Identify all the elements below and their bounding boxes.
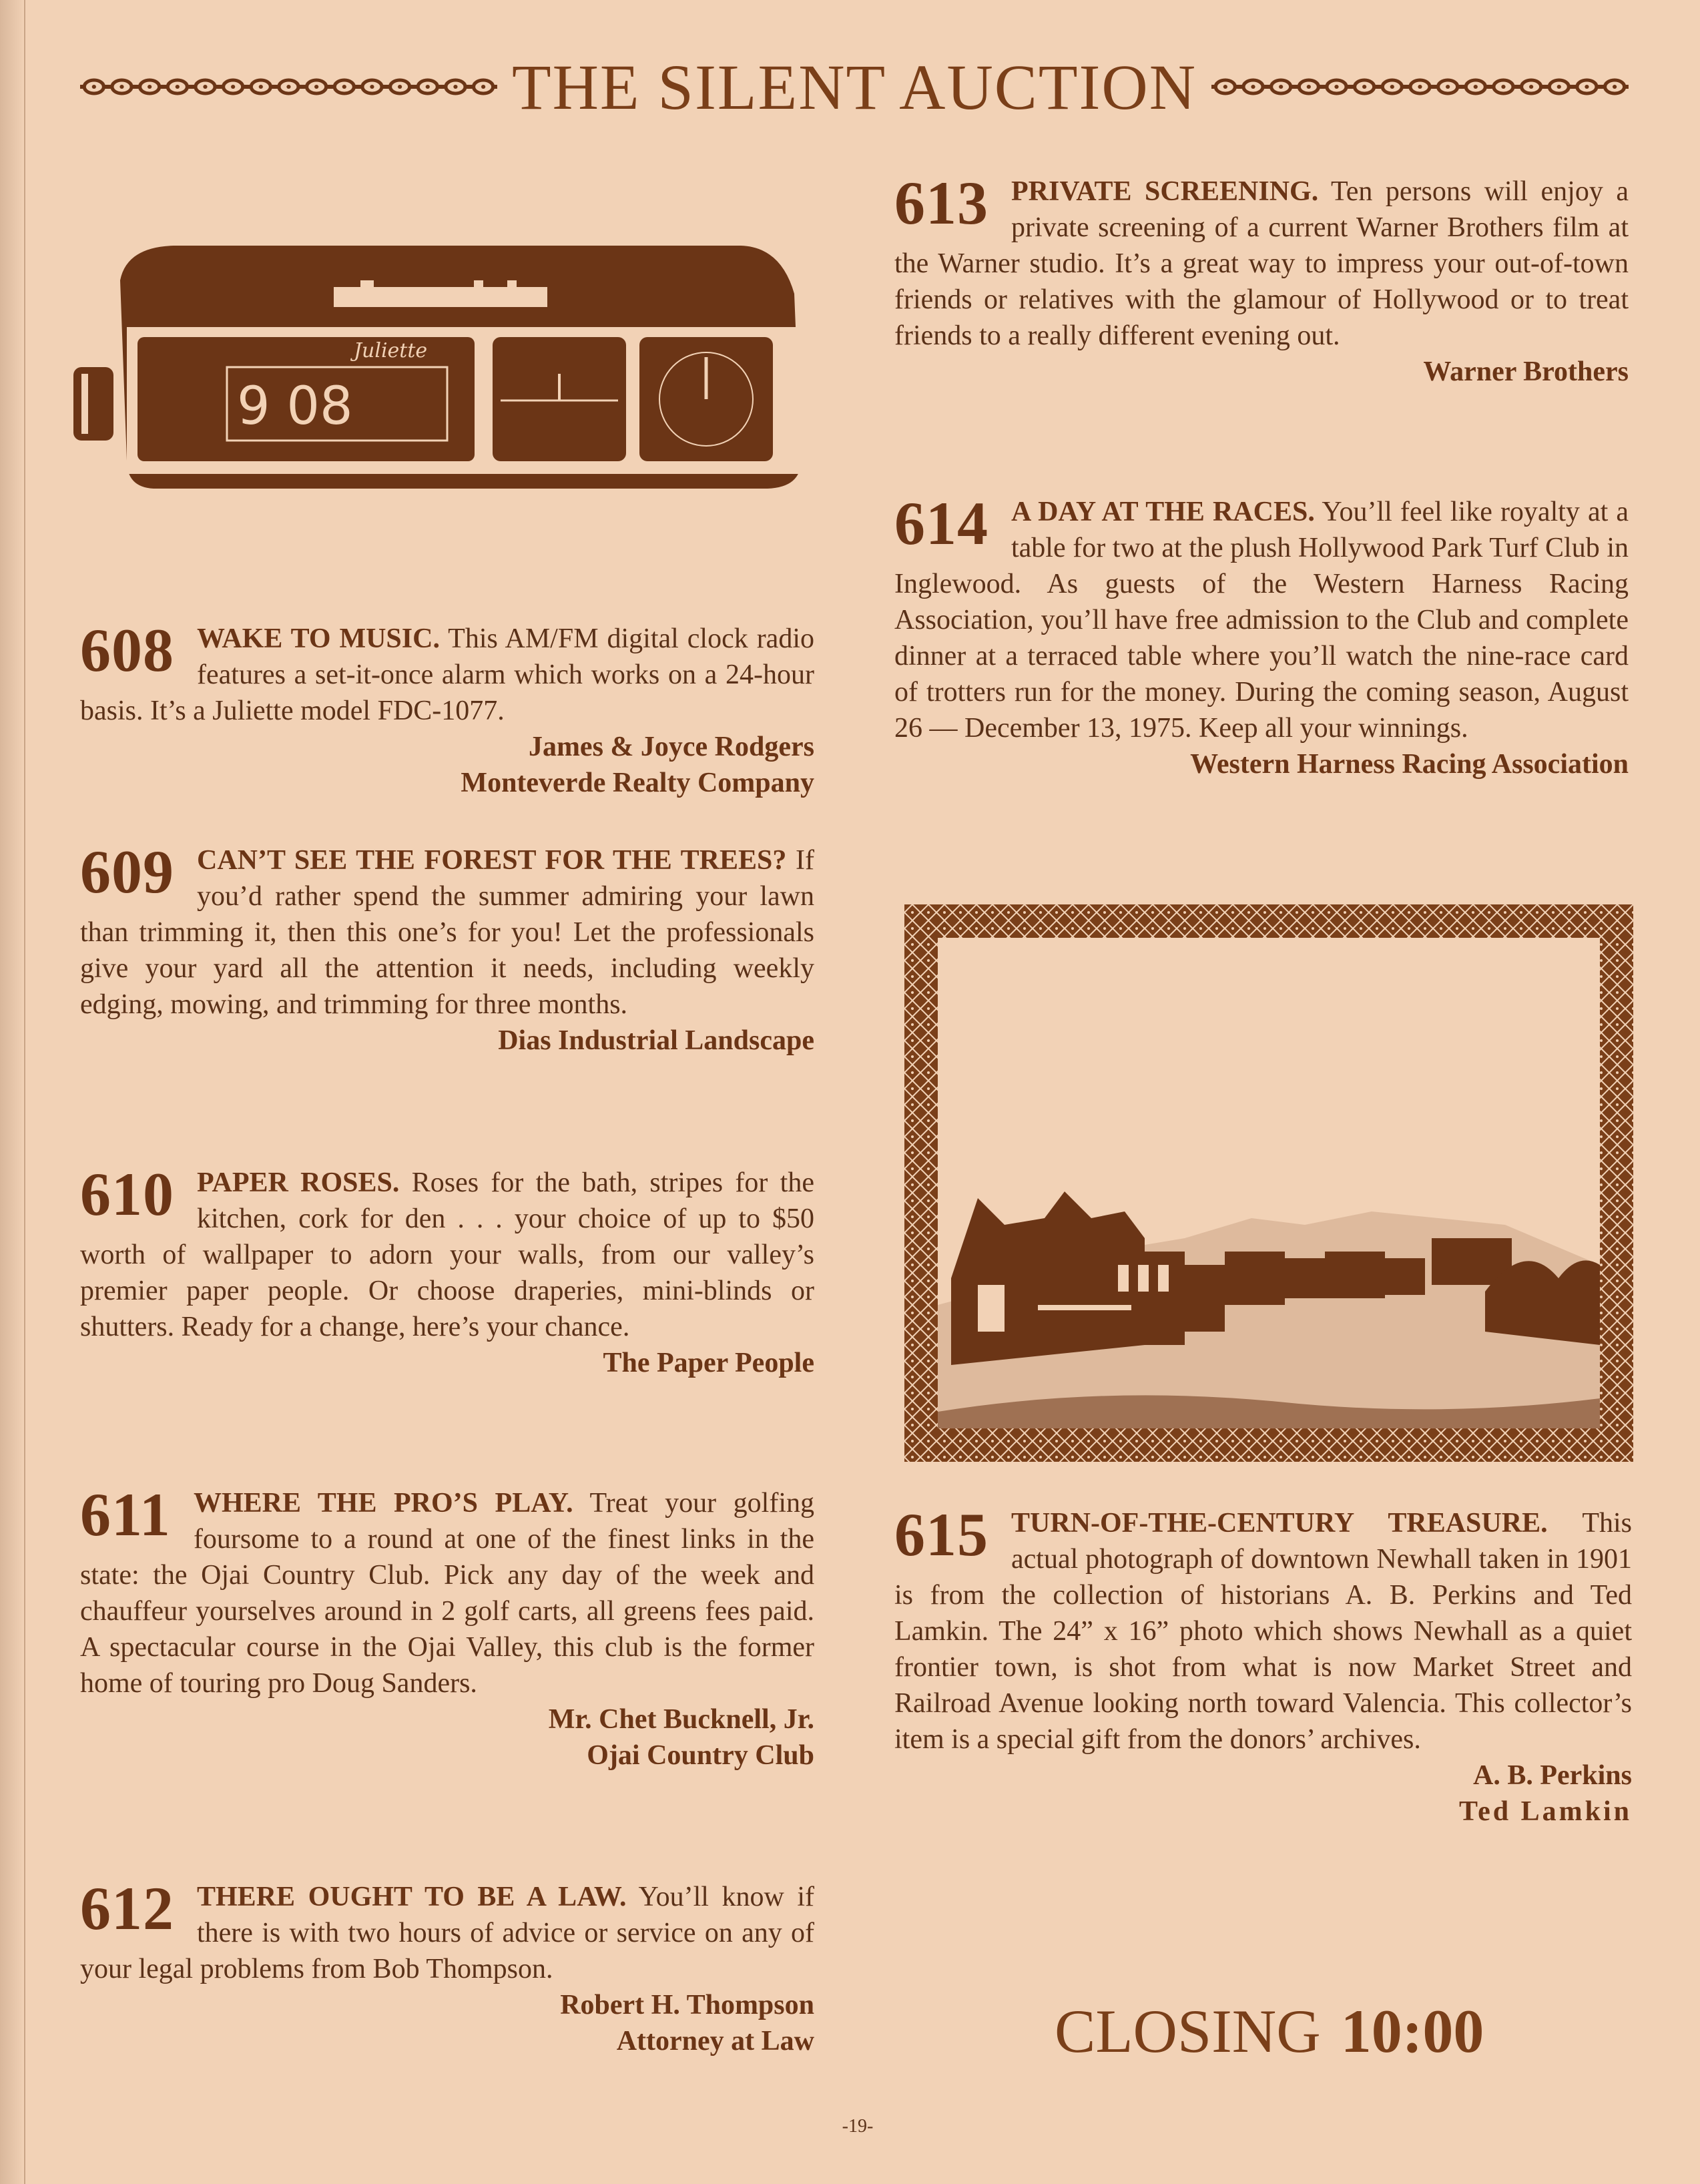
right-ornament — [1211, 73, 1629, 100]
page-title: THE SILENT AUCTION — [511, 51, 1197, 123]
item-body: This actual photograph of downtown Newhall taken in 1901 is from the collection of historians A. B. Perkins and Ted Lamkin. The 24” x 16” photo which shows Newhall as a quiet frontier town, is shot from what is now Market Street and Railroad Avenue looking north toward Valencia. This collector’s item is a special gift from the donors’ archives. — [894, 1508, 1632, 1755]
item-number: 614 — [894, 489, 988, 557]
item-heading: CAN’T SEE THE FOREST FOR THE TREES? — [197, 845, 787, 876]
item-number: 610 — [80, 1160, 174, 1228]
item-number: 613 — [894, 169, 988, 237]
closing-time: 10:00 — [1340, 1997, 1484, 2065]
page-header — [80, 47, 1629, 127]
item-number: 609 — [80, 838, 174, 906]
item-donor: Mr. Chet Bucknell, Jr. — [548, 1704, 814, 1735]
clock-time: 9 08 — [237, 376, 353, 437]
item-heading: A DAY AT THE RACES. — [1011, 497, 1315, 527]
item-donor: Monteverde Realty Company — [461, 768, 814, 798]
item-donor: Western Harness Racing Association — [1190, 749, 1629, 780]
left-ornament — [80, 73, 497, 100]
auction-item-609 — [80, 838, 814, 1059]
item-body: This AM/FM digital clock radio features a set-it-once alarm which works on a 24-hour basis. It’s a Juliette model FDC-1077. — [80, 623, 814, 726]
item-body: You’ll know if there is with two hours of advice or service on any of your legal problems from Bob Thompson. — [80, 1882, 814, 1984]
page-number: -19- — [842, 2116, 874, 2137]
auction-item-613 — [894, 169, 1629, 390]
item-donor: A. B. Perkins — [1472, 1760, 1632, 1791]
item-heading: PAPER ROSES. — [197, 1167, 400, 1198]
item-number: 608 — [80, 616, 174, 684]
item-number: 612 — [80, 1874, 174, 1942]
item-number: 611 — [80, 1480, 171, 1549]
item-donor: James & Joyce Rodgers — [528, 732, 814, 762]
item-donor: Ojai Country Club — [587, 1740, 814, 1771]
binding-edge — [0, 0, 23, 2184]
auction-item-610 — [80, 1160, 814, 1381]
framed-photograph — [904, 904, 1633, 1462]
closing-label: CLOSING — [1055, 1997, 1321, 2065]
auction-item-611 — [80, 1480, 814, 1773]
item-donor: Attorney at Law — [616, 2026, 814, 2057]
item-body: If you’d rather spend the summer admiring your lawn than trimming it, then this one’s for you! Let the professionals give your yard all the attention it needs, including weekly edging, mowing, and trimming for three months. — [80, 845, 814, 1020]
item-heading: WAKE TO MUSIC. — [197, 623, 440, 654]
closing-time-notice — [1055, 1996, 1562, 2076]
auction-item-612 — [80, 1874, 814, 2059]
item-heading: PRIVATE SCREENING. — [1011, 176, 1319, 207]
clock-brand: Juliette — [354, 339, 428, 362]
item-number: 615 — [894, 1500, 988, 1569]
item-heading: THERE OUGHT TO BE A LAW. — [197, 1882, 627, 1912]
item-heading: WHERE THE PRO’S PLAY. — [193, 1488, 573, 1519]
auction-item-614 — [894, 489, 1629, 782]
item-heading: TURN-OF-THE-CENTURY TREASURE. — [1011, 1508, 1548, 1539]
item-body: You’ll feel like royalty at a table for two at the plush Hollywood Park Turf Club in Inglewood. As guests of the Western Harness Racing Association, you’ll have free admission to the Club and complete dinner at a terraced table where you’ll watch the nine-race card of trotters run for the money. During the coming season, August 26 — December 13, 1975. Keep all your winnings. — [894, 497, 1629, 744]
item-body: Ten persons will enjoy a private screening of a current Warner Brothers film at the Warner studio. It’s a great way to impress your out-of-town friends or relatives with the glamour of Hollywood or to treat friends to a really different evening out. — [894, 176, 1629, 351]
item-body: Roses for the bath, stripes for the kitchen, cork for den . . . your choice of up to $50 worth of wallpaper to adorn your walls, from our valley’s premier paper people. Or choose draperies, mini-blinds or shutters. Ready for a change, here’s your chance. — [80, 1167, 814, 1342]
auction-item-615 — [894, 1500, 1632, 1830]
item-donor: The Paper People — [603, 1348, 814, 1378]
item-donor: Robert H. Thompson — [560, 1990, 814, 2020]
item-donor: Ted Lamkin — [1458, 1796, 1632, 1827]
item-donor: Warner Brothers — [1423, 356, 1629, 387]
binding-line — [24, 0, 25, 2184]
clock-radio-illustration — [73, 240, 808, 507]
auction-item-608 — [80, 616, 814, 801]
item-body: Treat your golfing foursome to a round at one of the finest links in the state: the Ojai Country Club. Pick any day of the week and chauffeur yourselves around in 2 golf carts, all greens fees paid. A spectacular course in the Ojai Valley, this club is the former home of touring pro Doug Sanders. — [80, 1488, 814, 1699]
item-donor: Dias Industrial Landscape — [498, 1025, 814, 1056]
